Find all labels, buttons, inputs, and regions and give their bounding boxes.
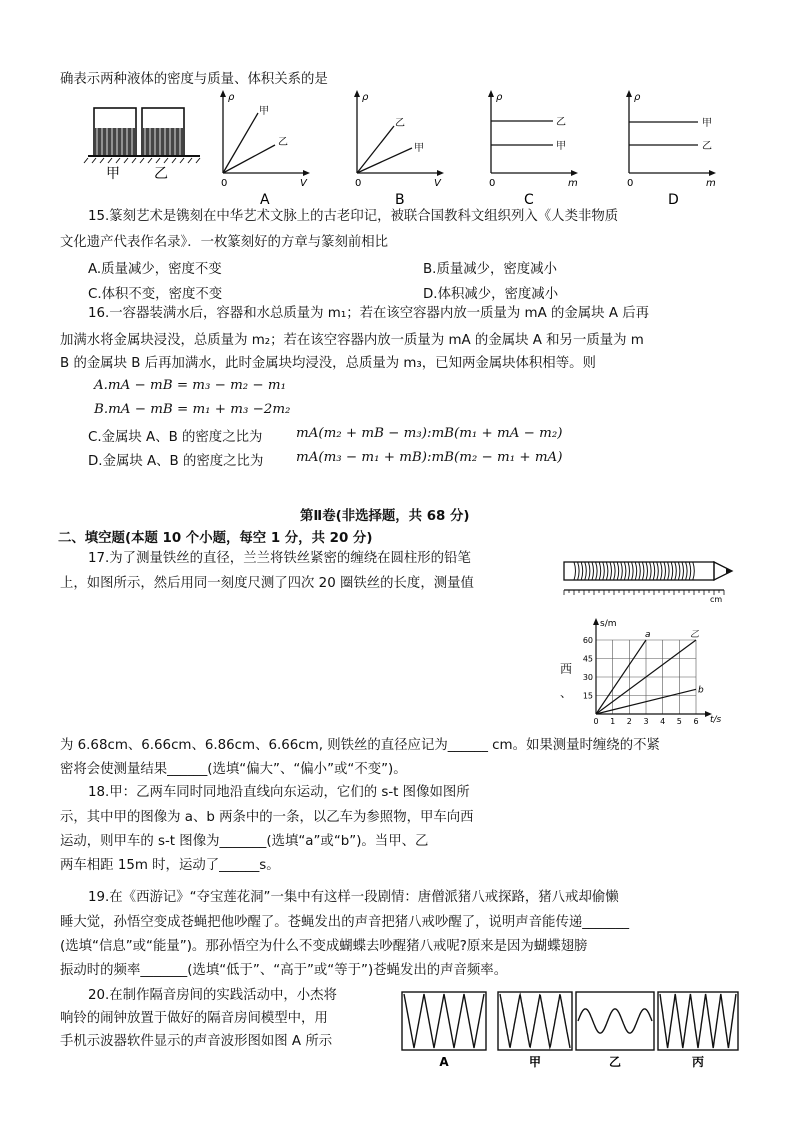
- st-xtick: 1: [610, 717, 616, 726]
- q19-line-4: 振动时的频率_______(选填“低于”、“高于”或“等于”)苍蝇发出的声音频率。: [60, 963, 508, 978]
- waveform-frame: [576, 992, 654, 1050]
- st-ylabel: s/m: [600, 619, 617, 629]
- wire-coil: [639, 562, 641, 580]
- wire-coil: [635, 562, 637, 580]
- waveform-figure: [400, 990, 740, 1068]
- q19-line-1: 19.在《西游记》“夺宝莲花洞”一集中有这样一段剧情：唐僧派猪八戒探路，猪八戒却偷懒: [88, 890, 619, 905]
- svg-text:0: 0: [355, 178, 362, 189]
- wire-coil: [610, 562, 612, 580]
- svg-text:甲: 甲: [414, 143, 424, 154]
- st-ytick: 45: [582, 654, 593, 664]
- q18-line-4: 两车相距 15m 时，运动了______s。: [60, 858, 280, 873]
- graph-c: [488, 90, 578, 206]
- q14-figure: [80, 88, 740, 206]
- svg-text:乙: 乙: [395, 118, 405, 129]
- graph-d-letter: D: [668, 192, 679, 206]
- waveform-trace: [660, 994, 736, 1048]
- q16-option-d-formula: mA(m₃ − m₁ + mB):mB(m₂ − m₁ + mA): [296, 450, 563, 465]
- waveform-label: A: [439, 1055, 449, 1068]
- wire-coil: [668, 562, 670, 580]
- q14-stem-end: 确表示两种液体的密度与质量、体积关系的是: [60, 72, 328, 87]
- st-xtick: 3: [643, 717, 649, 726]
- q16-option-c-text: C.金属块 A、B 的密度之比为: [88, 430, 263, 445]
- q17-line-2: 上，如图所示，然后用同一刻度尺测了四次 20 圈铁丝的长度，测量值: [60, 576, 474, 591]
- svg-text:V: V: [300, 178, 307, 189]
- q16-line-1: 16.一容器装满水后，容器和水总质量为 m₁；若在该空容器内放一质量为 mA 的金属块 A 后再: [88, 306, 650, 321]
- svg-text:m: m: [706, 178, 716, 189]
- wire-coil: [617, 562, 619, 580]
- svg-text:0: 0: [221, 178, 228, 189]
- waveform-frame: [658, 992, 738, 1050]
- q20-line-2: 响铃的闹钟放置于做好的隔音房间模型中，用: [60, 1011, 328, 1026]
- svg-text:乙: 乙: [556, 117, 566, 128]
- wire-coil: [624, 562, 626, 580]
- container-yi-label: 乙: [154, 166, 168, 182]
- svg-text:ρ: ρ: [362, 92, 369, 103]
- wire-coil: [675, 562, 677, 580]
- st-xtick: 6: [693, 717, 699, 726]
- q16-line-3: B 的金属块 B 后再加满水，此时金属块均浸没，总质量为 m₃，已知两金属块体积相等。则: [60, 356, 596, 371]
- waveform-trace: [404, 994, 484, 1048]
- st-ytick: 60: [582, 636, 593, 645]
- stray-char-dun: 、: [560, 686, 573, 700]
- wire-coil: [657, 562, 659, 580]
- wire-coil: [693, 562, 695, 580]
- section-two-title: 二、填空题(本题 10 个小题，每空 1 分，共 20 分): [58, 531, 373, 546]
- liquid-containers: [84, 108, 200, 182]
- wire-coil: [574, 562, 576, 580]
- q16-option-c-formula: mA(m₂ + mB − m₃):mB(m₁ + mA − m₂): [296, 426, 563, 441]
- wire-coil: [664, 562, 666, 580]
- q15-option-a: A.质量减少，密度不变: [88, 262, 222, 277]
- wire-coil: [660, 562, 662, 580]
- container-jia-label: 甲: [106, 166, 120, 182]
- wire-coil: [671, 562, 673, 580]
- wire-coil: [689, 562, 691, 580]
- st-xtick: 2: [626, 717, 632, 726]
- q18-line-3: 运动，则甲车的 s-t 图像为_______(选填“a”或“b”)。当甲、乙: [60, 834, 429, 849]
- svg-text:乙: 乙: [278, 137, 288, 148]
- graph-a-ylabel: ρ: [228, 92, 235, 103]
- st-graph: [580, 616, 730, 734]
- svg-text:乙: 乙: [702, 141, 712, 152]
- svg-text:ρ: ρ: [496, 92, 503, 103]
- wire-coil: [646, 562, 648, 580]
- q16-line-2: 加满水将金属块浸没，总质量为 m₂；若在该空容器内放一质量为 mA 的金属块 A 和另一质量为 m: [60, 333, 644, 348]
- q18-line-1: 18.甲：乙两车同时同地沿直线向东运动，它们的 s-t 图像如图所: [88, 785, 470, 800]
- q15-option-c: C.体积不变，密度不变: [88, 287, 223, 302]
- wire-coil: [592, 562, 594, 580]
- wire-coil: [678, 562, 680, 580]
- q17-line-3: 为 6.68cm、6.66cm、6.86cm、6.66cm, 则铁丝的直径应记为______ cm。如果测量时缠绕的不紧: [60, 738, 660, 753]
- graph-b-letter: B: [395, 192, 405, 206]
- wire-coil: [621, 562, 623, 580]
- q20-line-1: 20.在制作隔音房间的实践活动中，小杰将: [88, 988, 337, 1003]
- stray-char-xi: 西: [560, 662, 573, 676]
- st-ytick: 15: [582, 691, 593, 701]
- series-label: 乙: [690, 630, 700, 640]
- wire-coil: [650, 562, 652, 580]
- waveform-label: 丙: [691, 1055, 705, 1068]
- st-ytick: 30: [582, 673, 593, 682]
- wire-coil: [632, 562, 634, 580]
- waveform-label: 乙: [608, 1055, 622, 1068]
- ruler-ticks: [564, 590, 724, 595]
- q19-line-3: (选填“信息”或“能量”)。那孙悟空为什么不变成蝴蝶去吵醒猪八戒呢?原来是因为蝴蝶翅膀: [60, 939, 588, 954]
- svg-text:0: 0: [489, 178, 496, 189]
- wire-coil: [585, 562, 587, 580]
- wire-coil: [682, 562, 684, 580]
- q15-line-2: 文化遗产代表作名录》．一枚篆刻好的方章与篆刻前相比: [60, 235, 389, 250]
- svg-text:甲: 甲: [259, 106, 269, 117]
- q18-line-2: 示，其中甲的图像为 a、b 两条中的一条，以乙车为参照物，甲车向西: [60, 810, 474, 825]
- wire-coil: [599, 562, 601, 580]
- q19-line-2: 睡大觉，孙悟空变成苍蝇把他吵醒了。苍蝇发出的声音把猪八戒吵醒了，说明声音能传递_______: [60, 915, 630, 930]
- wire-coil: [606, 562, 608, 580]
- st-xlabel: t/s: [710, 715, 722, 725]
- wire-coil: [686, 562, 688, 580]
- series-label: b: [698, 685, 704, 696]
- pencil-ruler-figure: [562, 556, 740, 604]
- svg-text:ρ: ρ: [634, 92, 641, 103]
- wire-coil: [588, 562, 590, 580]
- svg-text:m: m: [568, 178, 578, 189]
- q15-option-d: D.体积减少，密度减小: [423, 287, 559, 302]
- y-axis-arrow: [593, 618, 599, 625]
- waveform-trace: [578, 1009, 652, 1033]
- svg-text:甲: 甲: [702, 118, 712, 129]
- st-xtick: 4: [660, 717, 666, 726]
- q15-option-b: B.质量减少，密度减小: [423, 262, 557, 277]
- st-xtick: 5: [676, 717, 682, 726]
- q16-option-a: A.mA − mB = m₃ − m₂ − m₁: [94, 378, 286, 393]
- q16-option-d-text: D.金属块 A、B 的密度之比为: [88, 454, 264, 469]
- series-label: a: [645, 630, 651, 640]
- ruler-unit: cm: [710, 595, 723, 604]
- graph-c-letter: C: [524, 192, 534, 206]
- graph-a-letter: A: [260, 192, 270, 206]
- wire-coil: [603, 562, 605, 580]
- wire-coils: [574, 562, 694, 580]
- svg-text:甲: 甲: [556, 141, 566, 152]
- wire-coil: [578, 562, 580, 580]
- waveform-trace: [500, 994, 570, 1048]
- q20-line-3: 手机示波器软件显示的声音波形图如图 A 所示: [60, 1034, 333, 1049]
- wire-coil: [596, 562, 598, 580]
- q17-line-4: 密将会使测量结果______(选填“偏大”、“偏小”或“不变”)。: [60, 762, 407, 777]
- wire-coil: [642, 562, 644, 580]
- graph-d: [626, 90, 716, 206]
- svg-text:0: 0: [627, 178, 634, 189]
- q16-option-b: B.mA − mB = m₁ + m₃ −2m₂: [94, 402, 291, 417]
- st-xtick: 0: [593, 717, 599, 726]
- wire-coil: [614, 562, 616, 580]
- wire-coil: [628, 562, 630, 580]
- svg-text:V: V: [434, 178, 441, 189]
- graph-a: [220, 90, 310, 206]
- q15-line-1: 15.篆刻艺术是镌刻在中华艺术文脉上的古老印记，被联合国教科文组织列入《人类非物质: [88, 209, 619, 224]
- wire-coil: [653, 562, 655, 580]
- graph-b: [354, 90, 444, 206]
- q17-line-1: 17.为了测量铁丝的直径，兰兰将铁丝紧密的缠绕在圆柱形的铅笔: [88, 551, 471, 566]
- part-two-title: 第Ⅱ卷(非选择题，共 68 分): [300, 509, 470, 524]
- wire-coil: [581, 562, 583, 580]
- waveform-label: 甲: [528, 1055, 542, 1068]
